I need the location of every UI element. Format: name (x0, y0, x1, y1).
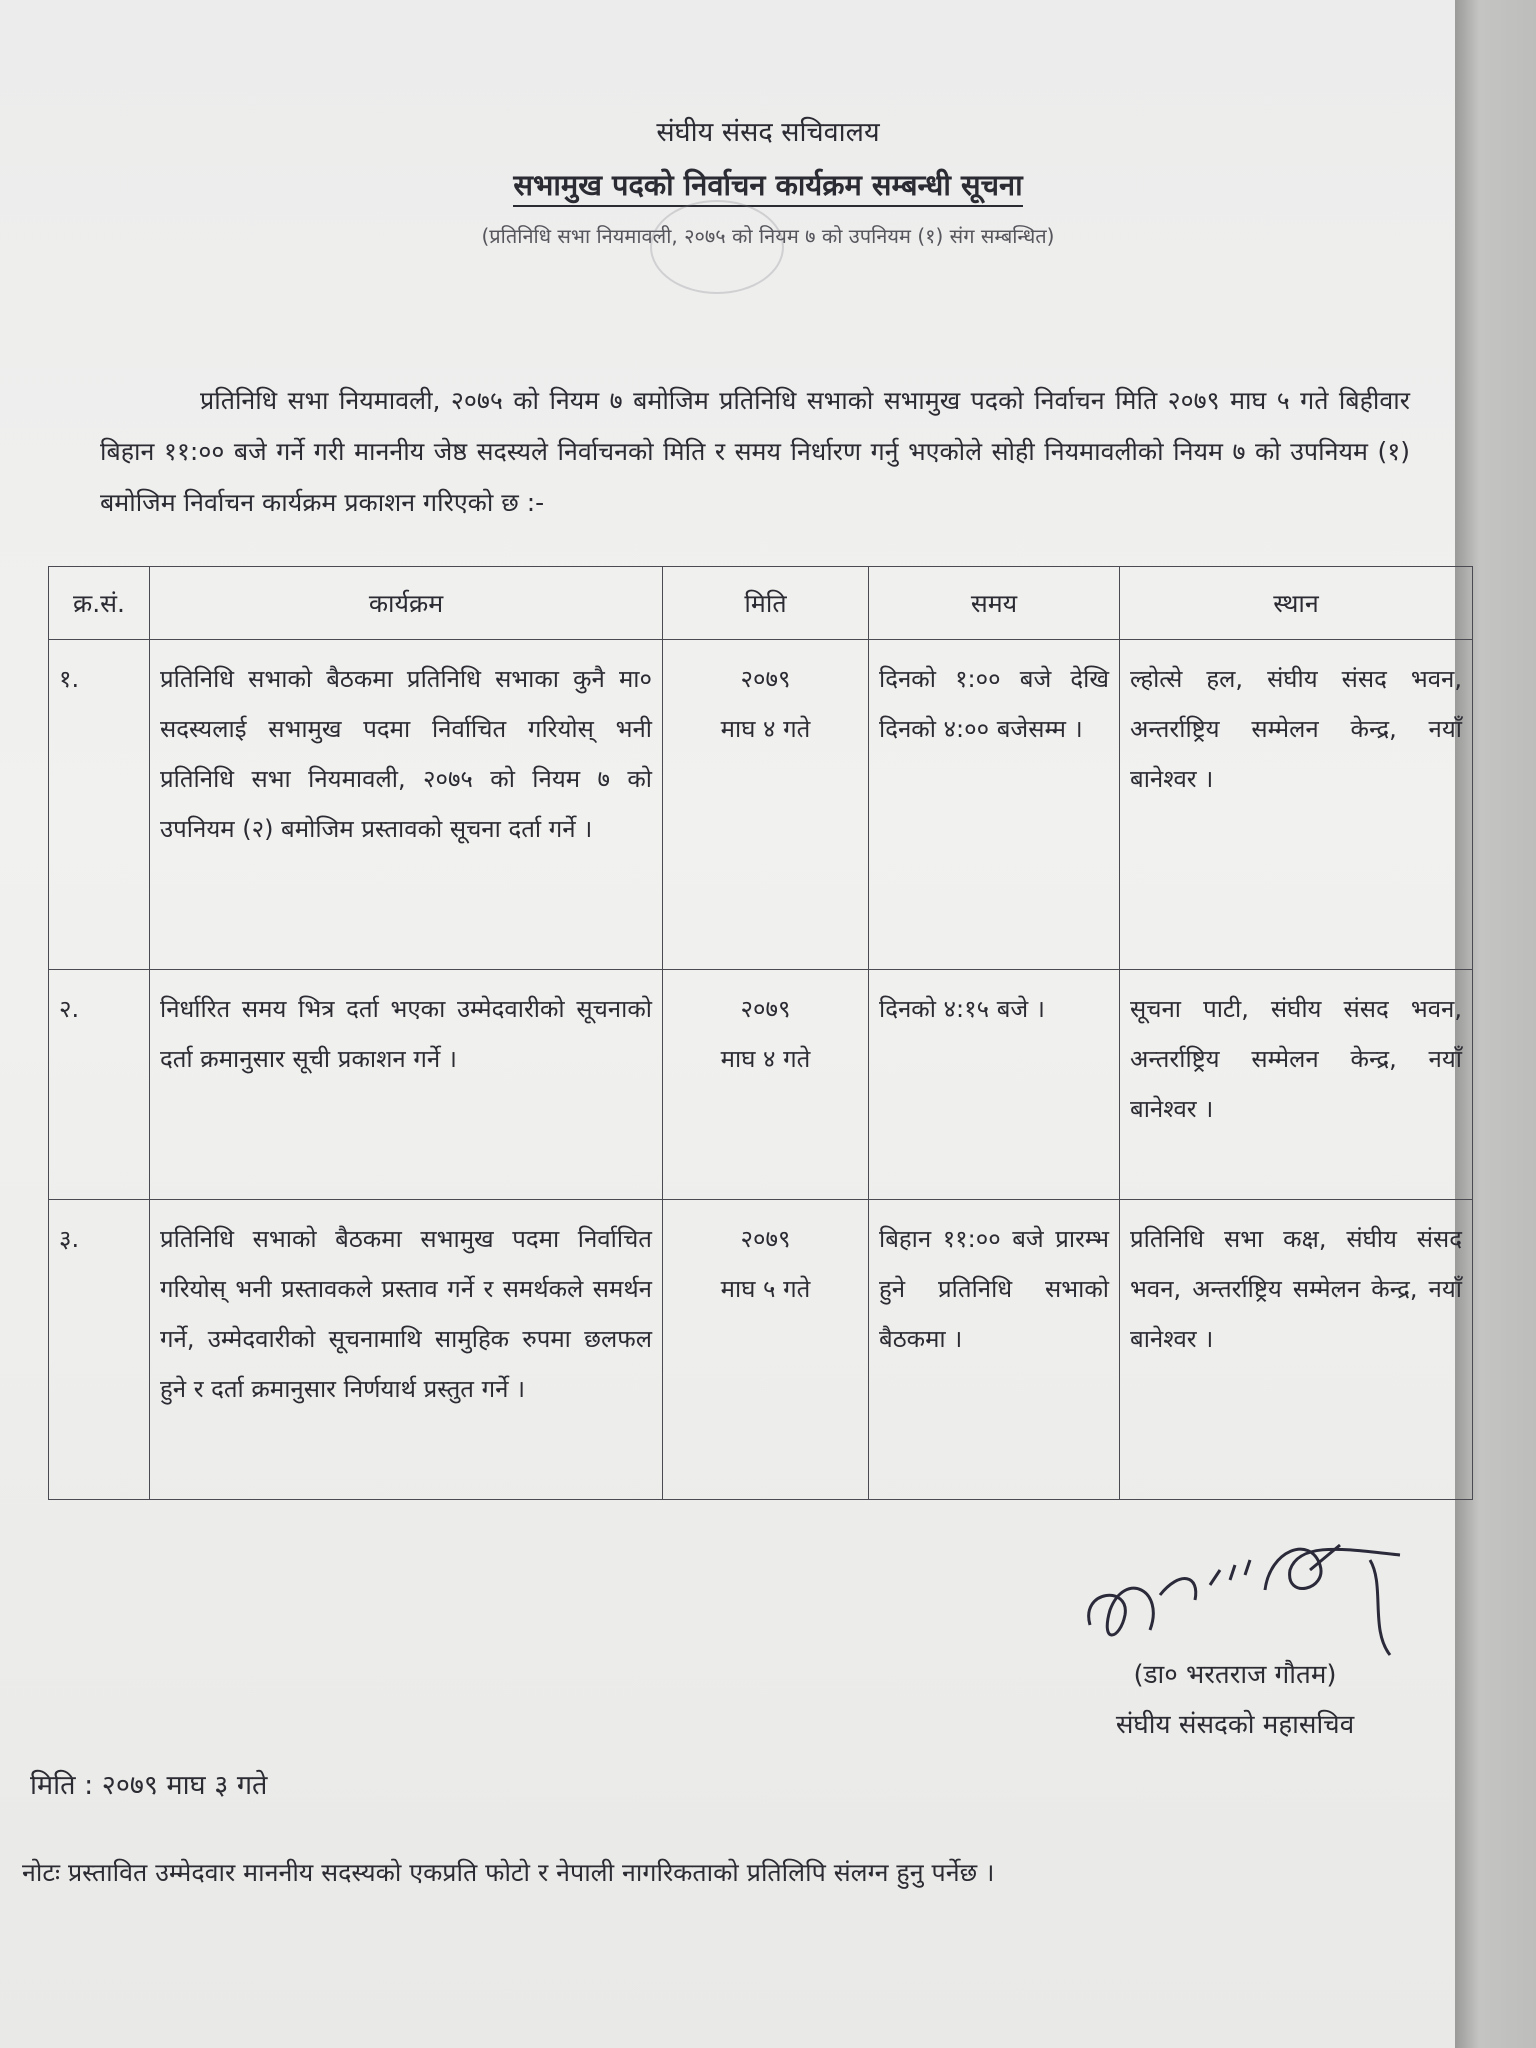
table-row (49, 640, 1473, 970)
row-number: १. (49, 640, 150, 970)
row-date-day: माघ ४ गते (720, 1045, 811, 1073)
office-name: संघीय संसद सचिवालय (656, 117, 880, 148)
row-date-year: २०७९ (740, 995, 791, 1023)
col-header-date: मिति (663, 567, 869, 640)
faded-seal-stamp (650, 200, 784, 294)
signatory-name: (डा० भरतराज गौतम) (1133, 1660, 1337, 1690)
row-date-year: २०७९ (740, 665, 791, 693)
col-header-program: कार्यक्रम (150, 567, 663, 640)
row-number: २. (49, 970, 150, 1200)
row-date (663, 640, 869, 970)
row-date-day: माघ ५ गते (720, 1275, 811, 1303)
intro-paragraph: प्रतिनिधि सभा नियमावली, २०७५ को नियम ७ बमोजिम प्रतिनिधि सभाको सभामुख पदको निर्वाचन मिति २०७९ माघ ५ गते बिहीवार बिहान ११:०० बजे गर्ने गरी माननीय जेष्ठ सदस्यले निर्वाचनको मिति र समय निर्धारण गर्नु भएकोले सोही नियमावलीको नियम ७ को उपनियम (१) बमोजिम निर्वाचन कार्यक्रम प्रकाशन गरिएको छ :- (100, 386, 1410, 517)
footnote: नोटः प्रस्तावित उम्मेदवार माननीय सदस्यको एकप्रति फोटो र नेपाली नागरिकताको प्रतिलिपि संलग्न हुनु पर्नेछ । (22, 1858, 995, 1887)
notice-title (0, 165, 1536, 204)
col-header-place: स्थान (1120, 567, 1473, 640)
col-header-time: समय (869, 567, 1120, 640)
row-time: बिहान ११:०० बजे प्रारम्भ हुने प्रतिनिधि सभाको बैठकमा । (869, 1200, 1120, 1500)
issue-date: मिति : २०७९ माघ ३ गते (30, 1770, 268, 1801)
table-row (49, 970, 1473, 1200)
row-date (663, 1200, 869, 1500)
row-date-year: २०७९ (740, 1225, 791, 1253)
notice-subtitle: (प्रतिनिधि सभा नियमावली, २०७५ को नियम ७ को उपनियम (१) संग सम्बन्धित) (481, 224, 1055, 248)
notice-title-text: सभामुख पदको निर्वाचन कार्यक्रम सम्बन्धी सूचना (513, 168, 1022, 207)
row-number: ३. (49, 1200, 150, 1500)
signatory-title: संघीय संसदको महासचिव (1115, 1710, 1355, 1740)
row-place: ल्होत्से हल, संघीय संसद भवन, अन्तर्राष्ट्रिय सम्मेलन केन्द्र, नयाँ बानेश्वर । (1120, 640, 1473, 970)
row-program: प्रतिनिधि सभाको बैठकमा सभामुख पदमा निर्वाचित गरियोस् भनी प्रस्तावकले प्रस्ताव गर्ने र समर्थकले समर्थन गर्ने, उम्मेदवारीको सूचनामाथि सामुहिक रुपमा छलफल हुने र दर्ता क्रमानुसार निर्णयार्थ प्रस्तुत गर्ने । (150, 1200, 663, 1500)
schedule-table (48, 566, 1473, 1500)
row-program: प्रतिनिधि सभाको बैठकमा प्रतिनिधि सभाका कुनै मा० सदस्यलाई सभामुख पदमा निर्वाचित गरियोस् भनी प्रतिनिधि सभा नियमावली, २०७५ को नियम ७ को उपनियम (२) बमोजिम प्रस्तावको सूचना दर्ता गर्ने । (150, 640, 663, 970)
row-program: निर्धारित समय भित्र दर्ता भएका उम्मेदवारीको सूचनाको दर्ता क्रमानुसार सूची प्रकाशन गर्ने । (150, 970, 663, 1200)
row-date-day: माघ ४ गते (720, 715, 811, 743)
handwritten-signature (1070, 1530, 1430, 1660)
row-place: सूचना पाटी, संघीय संसद भवन, अन्तर्राष्ट्रिय सम्मेलन केन्द्र, नयाँ बानेश्वर । (1120, 970, 1473, 1200)
row-time: दिनको १:०० बजे देखि दिनको ४:०० बजेसम्म । (869, 640, 1120, 970)
table-row (49, 1200, 1473, 1500)
table-header-row (49, 567, 1473, 640)
row-date (663, 970, 869, 1200)
row-time: दिनको ४:१५ बजे । (869, 970, 1120, 1200)
col-header-num: क्र.सं. (49, 567, 150, 640)
row-place: प्रतिनिधि सभा कक्ष, संघीय संसद भवन, अन्तर्राष्ट्रिय सम्मेलन केन्द्र, नयाँ बानेश्वर । (1120, 1200, 1473, 1500)
